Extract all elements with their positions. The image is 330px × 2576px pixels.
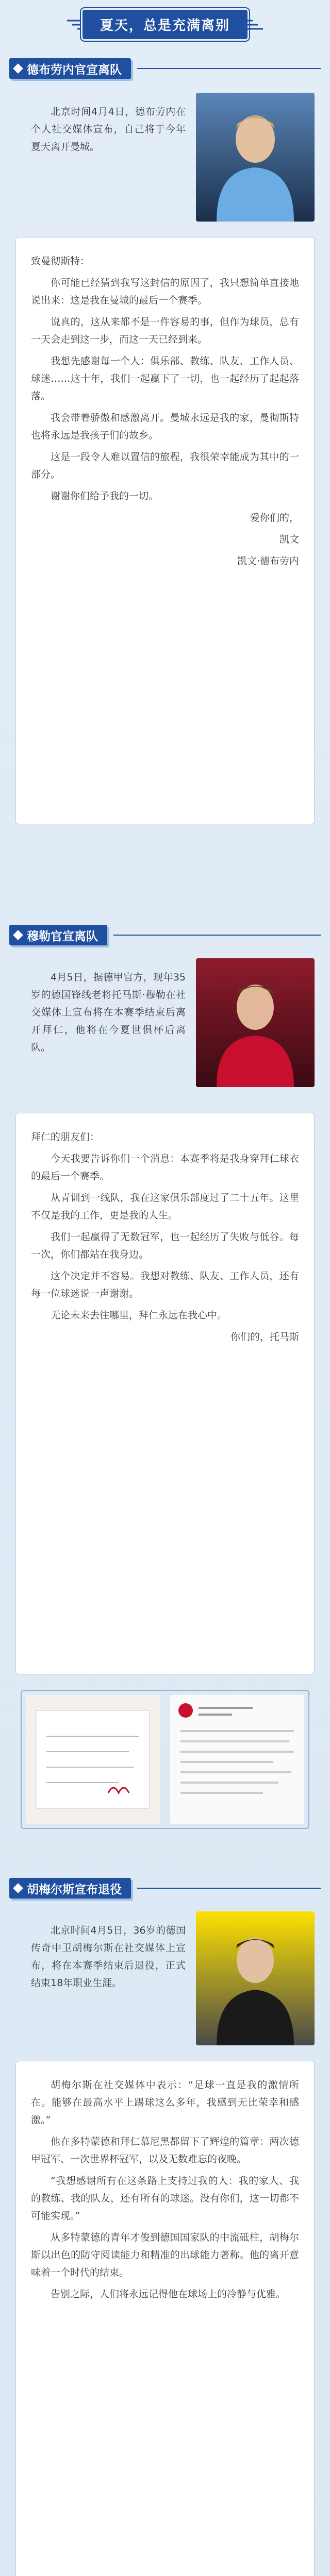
banner-title: 夏天，总是充满离别 (82, 10, 248, 39)
divider (137, 1888, 321, 1889)
section-body: 胡梅尔斯在社交媒体中表示：“足球一直是我的激情所在。能够在最高水平上踢球这么多年，我感到无比荣幸和感激。” 他在多特蒙德和拜仁慕尼黑都留下了辉煌的篇章：两次德甲冠军、一次世界杯冠军，以及无数难忘的夜晚。 “我想感谢所有在这条路上支持过我的人：我的家人、我的教练、我的队友，还有所有的球迷。没有你们，这一切都不可能实现。” 从多特蒙德的青年才俊到德国国家队的中流砥柱，胡梅尔斯以出色的防守阅读能力和精准的出球能力著称。他的离开意味着一个时代的结束。 告别之际，人们将永远记得他在球场上的冷静与优雅。 (31, 2079, 299, 2300)
diamond-icon (13, 63, 23, 74)
letter-photo (26, 1695, 160, 1824)
divider (113, 935, 321, 936)
section-header (9, 922, 321, 948)
section-title: 穆勒官宣离队 (27, 929, 98, 943)
player-photo (196, 1911, 315, 2045)
section-intro: 4月5日，据德甲官方，现年35岁的德国锋线老将托马斯·穆勒在社交媒体上宣布将在本赛季结束后离开拜仁，他将在今夏世俱杯后离队。 (31, 972, 186, 1053)
player-photo (196, 958, 315, 1087)
letter-body: 致曼彻斯特： 你可能已经猜到我写这封信的原因了，我只想简单直接地说出来：这是我在曼城的最后一个赛季。 说真的，这从来都不是一件容易的事，但作为球员，总有一天会走到这一步，而这一天已经到来。 我想先感谢每一个人：俱乐部、教练、队友、工作人员、球迷……这十年，我们一起赢下了一切，也一起经历了起起落落。 我会带着骄傲和感激离开。曼城永远是我的家，曼彻斯特也将永远是我孩子们的故乡。 这是一段令人难以置信的旅程，我很荣幸能成为其中的一部分。 谢谢你们给予我的一切。 爱你们的， 凯文 凯文·德布劳内 (31, 252, 299, 574)
divider (137, 68, 321, 69)
section-title: 德布劳内官宣离队 (27, 63, 122, 77)
decorative-stripes-icon (232, 19, 263, 31)
section-intro: 北京时间4月5日，36岁的德国传奇中卫胡梅尔斯在社交媒体上宣布，将在本赛季结束后退役，正式结束18年职业生涯。 (31, 1925, 186, 1989)
article-banner (57, 5, 273, 43)
section-header (9, 1875, 321, 1901)
social-post-screenshot (170, 1695, 304, 1824)
section-title: 胡梅尔斯宣布退役 (27, 1883, 122, 1896)
signature: 凯文·德布劳内 (237, 555, 299, 567)
player-photo (196, 93, 315, 222)
diamond-icon (13, 930, 23, 940)
section-intro: 北京时间4月4日，德布劳内在个人社交媒体宣布，自己将于今年夏天离开曼城。 (31, 106, 186, 152)
diamond-icon (13, 1883, 23, 1893)
letter-body: 拜仁的朋友们： 今天我要告诉你们一个消息：本赛季将是我身穿拜仁球衣的最后一个赛季。 从青训到一线队，我在这家俱乐部度过了二十五年。这里不仅是我的工作，更是我的人生。 我们一起赢得了无数冠军，也一起经历了失败与低谷。每一次，你们都站在我身边。 这个决定并不容易。我想对教练、队友、工作人员，还有每一位球迷说一声谢谢。 无论未来去往哪里，拜仁永远在我心中。 你们的，托马斯 (31, 1131, 299, 1343)
section-header (9, 56, 321, 81)
